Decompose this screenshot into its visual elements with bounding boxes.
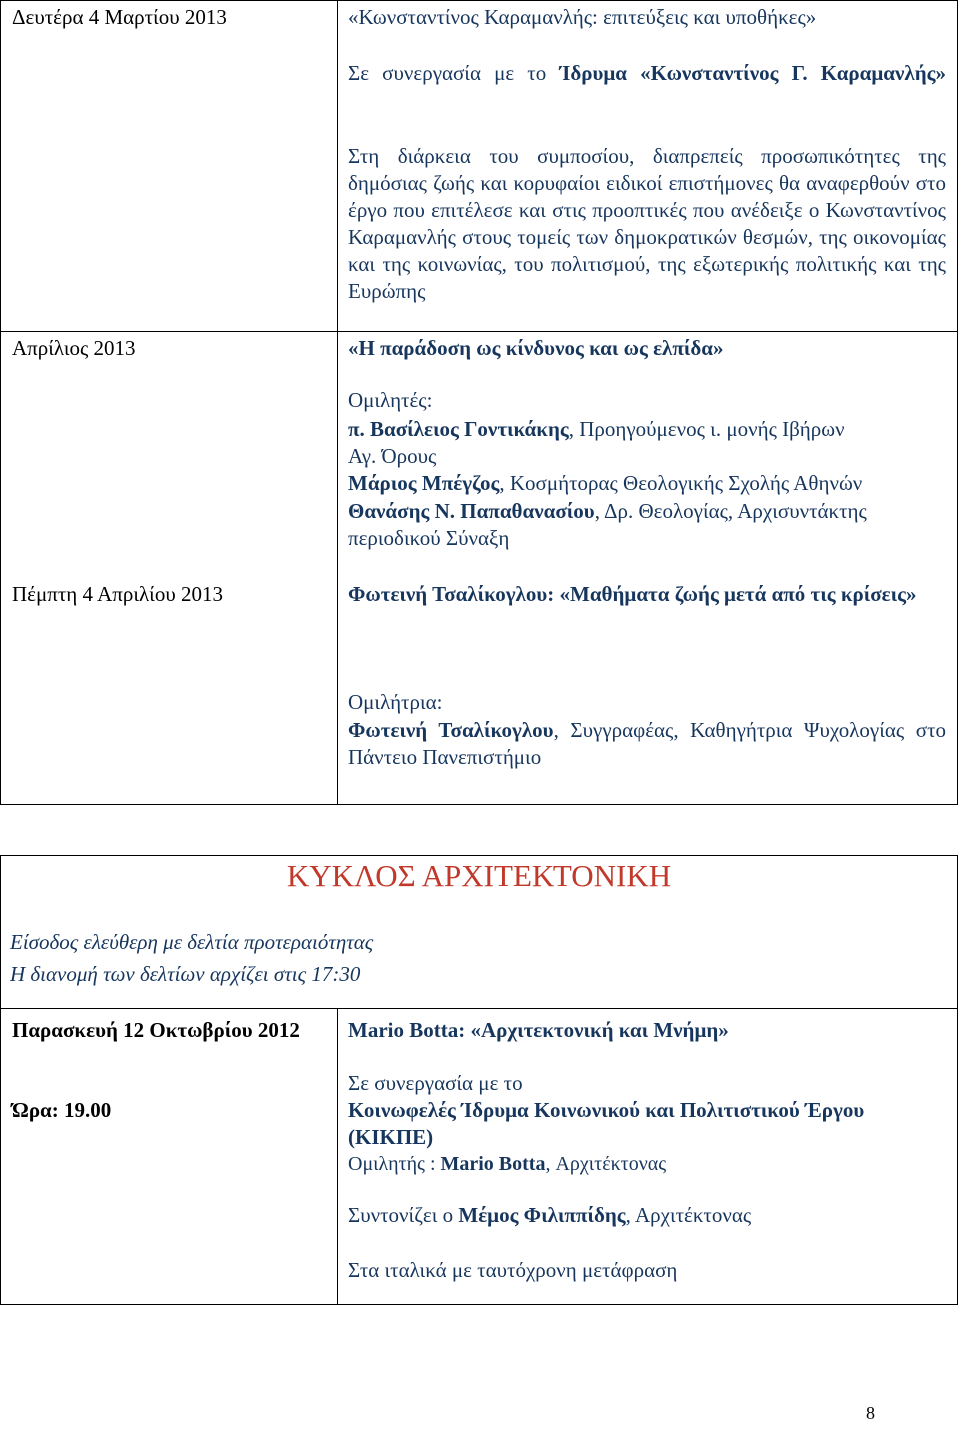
table-divider: [0, 331, 958, 332]
event-date: Δευτέρα 4 Μαρτίου 2013: [12, 5, 227, 29]
event-title: «Η παράδοση ως κίνδυνος και ως ελπίδα»: [348, 336, 724, 360]
speaker-entry: Μάριος Μπέγζος, Κοσμήτορας Θεολογικής Σχολής Αθηνών: [348, 471, 863, 495]
ticket-note: Η διανομή των δελτίων αρχίζει στις 17:30: [10, 962, 361, 986]
moderator-entry: Συντονίζει ο Μέμος Φιλιππίδης, Αρχιτέκτονας: [348, 1203, 752, 1227]
table-divider: [0, 1008, 958, 1009]
speaker-entry: Ομιλητής : Mario Botta, Αρχιτέκτονας: [348, 1153, 667, 1175]
speaker-entry: Θανάσης Ν. Παπαθανασίου, Δρ. Θεολογίας, Αρχισυντάκτης περιοδικού Σύναξη: [348, 499, 867, 550]
collaboration-line: Σε συνεργασία με το Ίδρυμα «Κωνσταντίνος Γ. Καραμανλής»: [348, 61, 947, 85]
event-title: Φωτεινή Τσαλίκογλου: «Μαθήματα ζωής μετά από τις κρίσεις»: [348, 582, 917, 606]
table-divider: [337, 1008, 338, 1305]
collaboration-line: Σε συνεργασία με το: [348, 1071, 523, 1095]
speakers-label: Ομιλητές:: [348, 388, 433, 412]
speaker-entry: π. Βασίλειος Γοντικάκης, Προηγούμενος ι. μονής Ιβήρων Αγ. Όρους: [348, 417, 845, 468]
event-title: Mario Botta: «Αρχιτεκτονική και Μνήμη»: [348, 1018, 729, 1042]
event-time: Ώρα: 19.00: [12, 1098, 112, 1122]
speaker-entry: Φωτεινή Τσαλίκογλου, Συγγραφέας, Καθηγήτρια Ψυχολογίας στο Πάντειο Πανεπιστήμιο: [348, 718, 947, 769]
page-number: 8: [866, 1403, 875, 1423]
event-date: Πέμπτη 4 Απριλίου 2013: [12, 582, 223, 606]
event-title: «Κωνσταντίνος Καραμανλής: επιτεύξεις και υποθήκες»: [348, 5, 817, 29]
section-title: ΚΥΚΛΟΣ ΑΡΧΙΤΕΚΤΟΝΙΚΗ: [286, 858, 672, 893]
language-note: Στα ιταλικά με ταυτόχρονη μετάφραση: [348, 1258, 678, 1282]
speaker-label: Ομιλήτρια:: [348, 690, 443, 714]
collaboration-org: Ίδρυμα «Κωνσταντίνος Γ. Καραμανλής»: [559, 61, 947, 85]
entry-note: Είσοδος ελεύθερη με δελτία προτεραιότητας: [10, 930, 374, 954]
event-date: Παρασκευή 12 Οκτωβρίου 2012: [12, 1018, 300, 1042]
collaboration-org: Κοινωφελές Ίδρυμα Κοινωνικού και Πολιτιστικού Έργου (ΚΙΚΠΕ): [348, 1098, 865, 1149]
event-description: Στη διάρκεια του συμποσίου, διαπρεπείς προσωπικότητες της δημόσιας ζωής και κορυφαίοι ειδικοί επιστήμονες θα αναφερθούν στο έργο που επιτέλεσε και στις προοπτικές που ανέδειξε ο Κωνσταντίνος Καραμανλής στους τομείς των δημοκρατικών θεσμών, της οικονομίας και της κοινωνίας, του πολιτισμού, της εξωτερικής πολιτικής και της Ευρώπης: [348, 144, 946, 303]
table-divider: [337, 0, 338, 805]
event-date: Απρίλιος 2013: [12, 336, 136, 360]
